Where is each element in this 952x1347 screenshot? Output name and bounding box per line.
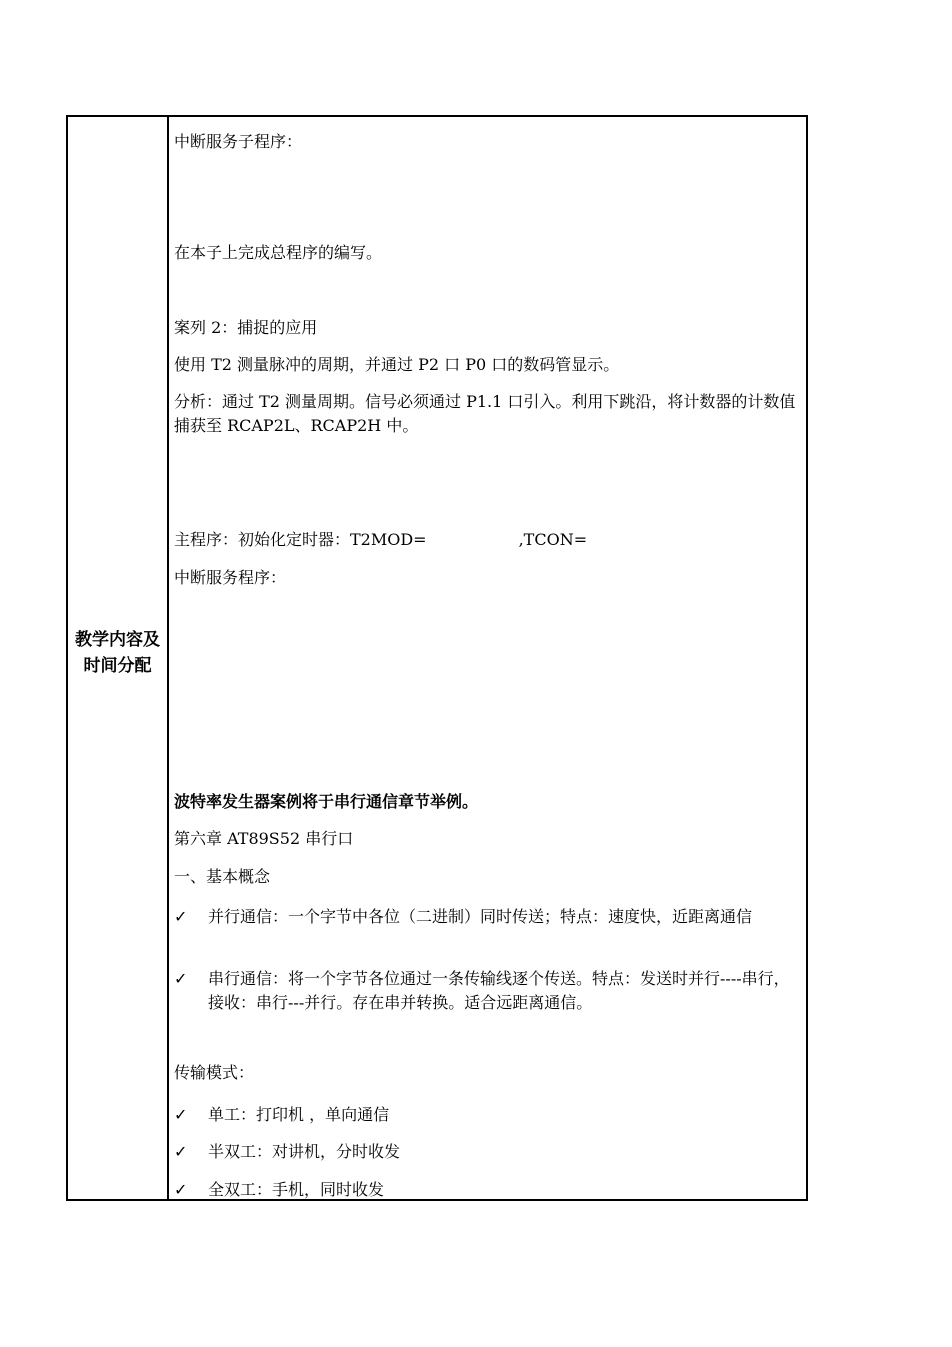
section-heading: 一、基本概念 <box>174 867 271 886</box>
check-icon: ✓ <box>174 969 188 988</box>
list-item <box>174 1178 804 1202</box>
list-item-text: 并行通信：一个字节中各位（二进制）同时传送；特点：速度快，近距离通信 <box>208 907 753 926</box>
list-item <box>174 1103 804 1127</box>
bold-note: 波特率发生器案例将于串行通信章节举例。 <box>174 792 479 811</box>
text-line: 中断服务程序： <box>174 568 287 587</box>
text-line: 使用 T2 测量脉冲的周期，并通过 P2 口 P0 口的数码管显示。 <box>174 355 620 374</box>
list-item-text: 半双工：对讲机，分时收发 <box>208 1142 401 1161</box>
main-program-label: 主程序：初始化定时器：T2MOD= <box>174 530 427 549</box>
list-item-text: 全双工：手机，同时收发 <box>208 1180 385 1199</box>
check-icon: ✓ <box>174 1105 188 1124</box>
text-line: 中断服务子程序： <box>174 132 303 151</box>
check-icon: ✓ <box>174 907 188 926</box>
list-item-text: 单工：打印机 ，单向通信 <box>208 1105 390 1124</box>
tcon-label: ,TCON= <box>518 530 588 549</box>
text-line: 案列 2：捕捉的应用 <box>174 318 318 337</box>
list-item <box>174 1140 804 1164</box>
content-table <box>66 115 808 1201</box>
text-paragraph: 分析：通过 T2 测量周期。信号必须通过 P1.1 口引入。利用下跳沿，将计数器的计数值捕获至 RCAP2L、RCAP2H 中。 <box>174 392 796 435</box>
check-icon: ✓ <box>174 1142 188 1161</box>
text-line <box>174 528 804 552</box>
text-line: 在本子上完成总程序的编写。 <box>174 243 383 262</box>
chapter-heading: 第六章 AT89S52 串行口 <box>174 829 354 848</box>
text-line: 传输模式： <box>174 1063 255 1082</box>
list-item <box>174 967 804 1015</box>
list-item-text: 串行通信：将一个字节各位通过一条传输线逐个传送。特点：发送时并行----串行，接收：串行---并行。存在串并转换。适合远距离通信。 <box>208 969 790 1012</box>
row-label: 教学内容及时间分配 <box>75 630 160 676</box>
column-divider <box>167 117 169 1199</box>
check-icon: ✓ <box>174 1180 188 1199</box>
list-item <box>174 905 804 929</box>
